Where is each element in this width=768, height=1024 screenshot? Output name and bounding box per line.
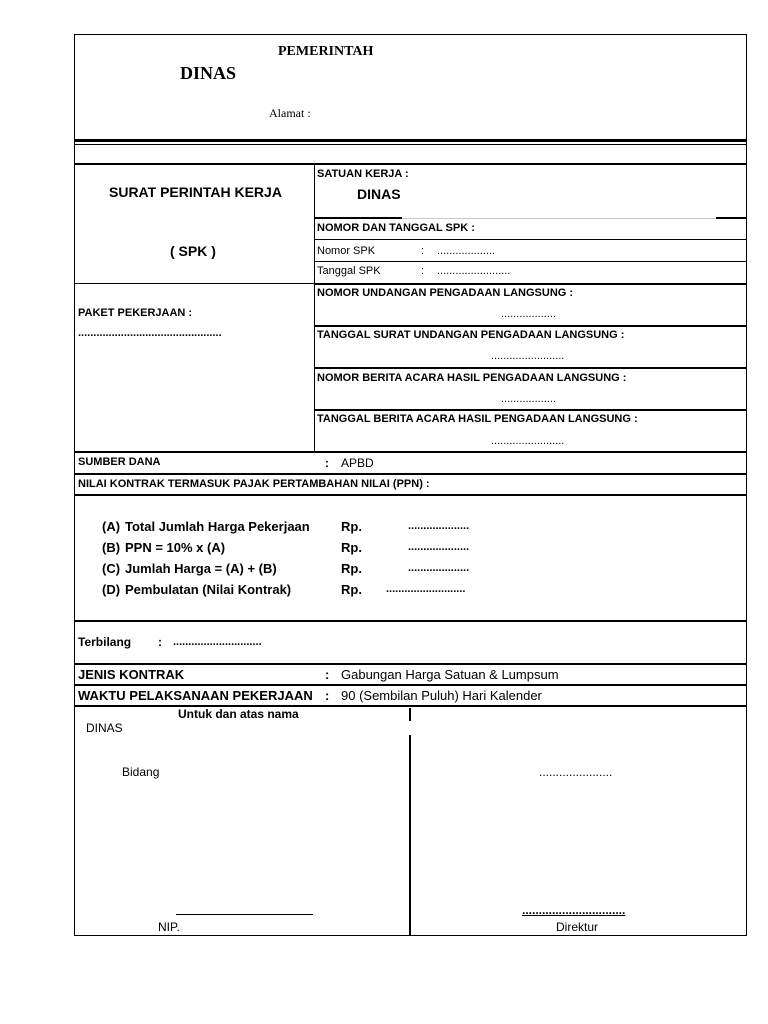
nilai-item-desc: Total Jumlah Harga Pekerjaan (125, 519, 310, 534)
signature-right-title: Direktur (556, 920, 599, 934)
tanggal-berita-label: TANGGAL BERITA ACARA HASIL PENGADAAN LANGSUNG : (317, 413, 638, 425)
satuan-rule-right (716, 217, 746, 219)
header-pemerintah: PEMERINTAH (278, 44, 374, 59)
nilai-item-rp: Rp. (341, 561, 362, 576)
undangan-mid-divider (315, 325, 746, 327)
nilai-kontrak-label: NILAI KONTRAK TERMASUK PAJAK PERTAMBAHAN NILAI (PPN) : (78, 478, 430, 490)
waktu-value: 90 (Sembilan Puluh) Hari Kalender (341, 688, 542, 703)
terbilang-value: ............................. (173, 636, 262, 648)
header-dinas: DINAS (180, 63, 237, 83)
signature-right-underline: ............................... (522, 903, 626, 917)
left-paket-divider (75, 283, 315, 284)
nilai-item-code: (B) (102, 540, 121, 555)
signature-left-nip: NIP. (158, 920, 180, 934)
undangan-top-divider (315, 283, 746, 285)
header-divider-thick (75, 139, 747, 142)
paket-label: PAKET PEKERJAAN : (78, 307, 193, 319)
nomor-spk-value: ................... (437, 245, 496, 257)
satuan-rule-mid (402, 218, 716, 219)
jenis-kontrak-value: Gabungan Harga Satuan & Lumpsum (341, 667, 559, 682)
header-alamat: Alamat : (269, 106, 311, 120)
terbilang-label: Terbilang (78, 635, 132, 649)
tanggal-undangan-value: ........................ (491, 350, 565, 362)
signature-right-name: ...................... (539, 765, 613, 779)
section-divider (75, 163, 747, 165)
nomor-berita-label: NOMOR BERITA ACARA HASIL PENGADAAN LANGSUNG : (317, 372, 627, 384)
nilai-label-divider (75, 494, 747, 496)
tanggal-spk-value: ........................ (437, 265, 511, 277)
tanggal-berita-value: ........................ (491, 435, 565, 447)
satuan-kerja-value: DINAS (357, 186, 401, 202)
nilai-item-value: .......................... (386, 583, 466, 595)
nomor-spk-divider (315, 261, 746, 262)
nomor-undangan-label: NOMOR UNDANGAN PENGADAAN LANGSUNG : (317, 287, 574, 299)
nilai-item-code: (A) (102, 519, 121, 534)
nilai-item-rp: Rp. (341, 519, 362, 534)
paket-value: ............................................... (78, 327, 222, 339)
frame-top-border (75, 34, 747, 35)
sumber-dana-label: SUMBER DANA (78, 456, 161, 468)
nomor-tanggal-divider (315, 239, 746, 240)
nilai-item-value: .................... (408, 562, 470, 574)
waktu-top-divider (75, 684, 747, 686)
frame-right-border (746, 34, 747, 936)
nilai-item-value: .................... (408, 520, 470, 532)
satuan-kerja-label: SATUAN KERJA : (317, 168, 409, 180)
nilai-item-code: (C) (102, 561, 121, 576)
satuan-rule-left (315, 217, 402, 219)
nilai-item-rp: Rp. (341, 540, 362, 555)
frame-bottom-border (75, 935, 747, 936)
nilai-item-desc: Jumlah Harga = (A) + (B) (125, 561, 277, 576)
spk-title: SURAT PERINTAH KERJA (109, 184, 282, 200)
signature-top-divider (75, 705, 747, 707)
nomor-spk-label: Nomor SPK (317, 245, 376, 257)
nilai-item-code: (D) (102, 582, 121, 597)
terbilang-top-divider (75, 620, 747, 622)
nilai-item-desc: Pembulatan (Nilai Kontrak) (125, 582, 292, 597)
spk-abbr: ( SPK ) (170, 243, 216, 259)
nilai-item-desc: PPN = 10% x (A) (125, 540, 226, 555)
signature-divider-top (409, 708, 411, 721)
tanggal-spk-label: Tanggal SPK (317, 265, 381, 277)
sumber-dana-colon: : (325, 456, 329, 470)
sumber-dana-top-divider (75, 451, 747, 453)
sumber-dana-value: APBD (341, 456, 374, 470)
jenis-kontrak-colon: : (325, 667, 330, 682)
tanggal-undangan-label: TANGGAL SURAT UNDANGAN PENGADAAN LANGSUNG : (317, 329, 625, 341)
nilai-item-rp: Rp. (341, 582, 362, 597)
header-divider-thin (75, 144, 747, 145)
waktu-colon: : (325, 688, 330, 703)
frame-left-border (74, 34, 75, 936)
berita-top-divider (315, 367, 746, 369)
nomor-berita-value: .................. (501, 393, 557, 405)
signature-left-heading: Untuk dan atas nama (178, 707, 299, 721)
signature-left-org: DINAS (86, 721, 123, 735)
terbilang-colon: : (158, 635, 162, 649)
berita-mid-divider (315, 409, 746, 411)
tanggal-spk-colon: : (421, 265, 425, 277)
nomor-undangan-value: .................. (501, 308, 557, 320)
jenis-top-divider (75, 663, 747, 665)
nilai-top-divider (75, 473, 747, 475)
signature-left-bidang: Bidang (122, 765, 160, 779)
jenis-kontrak-label: JENIS KONTRAK (78, 667, 185, 682)
nomor-spk-colon: : (421, 245, 425, 257)
nomor-tanggal-label: NOMOR DAN TANGGAL SPK : (317, 222, 475, 234)
signature-divider (409, 735, 411, 935)
nilai-item-value: .................... (408, 541, 470, 553)
waktu-label: WAKTU PELAKSANAAN PEKERJAAN (78, 688, 313, 703)
signature-left-line (176, 914, 313, 915)
